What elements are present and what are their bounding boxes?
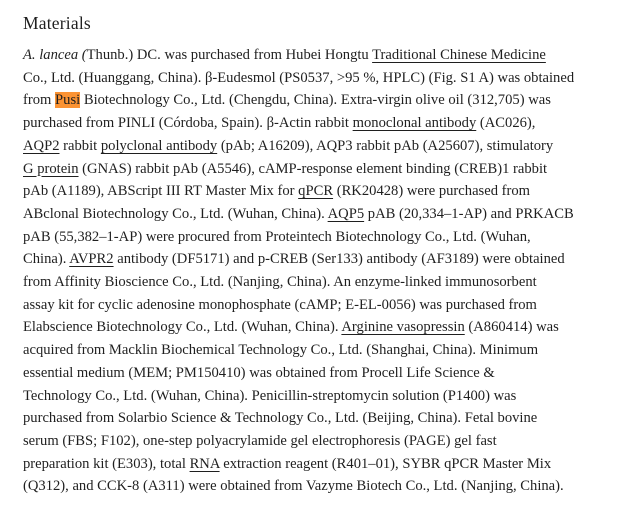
text-line (23, 158, 633, 181)
topic-link[interactable]: G protein (23, 160, 79, 177)
topic-link[interactable]: monoclonal antibody (352, 115, 477, 132)
topic-link[interactable]: AQP5 (327, 205, 365, 222)
text-segment: extraction reagent (R401–01), SYBR qPCR Master Mix (219, 455, 552, 472)
text-segment: preparation kit (E303), total (23, 455, 190, 472)
text-line (23, 407, 633, 430)
text-segment: (pAb; A16209), AQP3 rabbit pAb (A25607), stimulatory (217, 137, 554, 154)
text-line (23, 44, 633, 67)
text-line (23, 67, 633, 90)
text-segment: purchased from Solarbio Science & Technology Co., Ltd. (Beijing, China). Fetal bovine (23, 410, 538, 427)
species-name: A. lancea ( (23, 47, 87, 63)
text-line (23, 362, 633, 385)
text-segment: (Q312), and CCK-8 (A311) were obtained from Vazyme Biotech Co., Ltd. (Nanjing, China). (23, 478, 564, 495)
text-line (23, 475, 633, 498)
topic-link[interactable]: Traditional Chinese Medicine (372, 47, 546, 63)
text-segment: China). (23, 251, 70, 268)
text-segment: Thunb.) DC. was purchased from Hubei Hongtu (86, 47, 373, 63)
topic-link[interactable]: qPCR (298, 183, 334, 200)
text-line (23, 135, 633, 158)
text-line (23, 248, 633, 271)
topic-link[interactable]: AQP2 (23, 137, 60, 154)
text-segment: ABclonal Biotechnology Co., Ltd. (Wuhan, China). (23, 205, 328, 222)
topic-link[interactable]: Arginine vasopressin (341, 319, 465, 336)
text-segment: Co., Ltd. (Huanggang, China). β-Eudesmol (PS0537, >95 %, HPLC) (Fig. S1 A) was obtained (23, 69, 575, 86)
text-segment: rabbit (59, 137, 101, 154)
topic-link[interactable]: polyclonal antibody (100, 137, 218, 154)
materials-paragraph (23, 44, 633, 498)
text-segment: Technology Co., Ltd. (Wuhan, China). Penicillin-streptomycin solution (P1400) was (23, 387, 517, 404)
section-heading: Materials (23, 13, 91, 33)
topic-link[interactable]: RNA (189, 455, 220, 472)
text-segment: purchased from PINLI (Córdoba, Spain). β-Actin rabbit (23, 115, 353, 132)
text-line (23, 89, 633, 112)
text-line (23, 294, 633, 317)
text-line (23, 339, 633, 362)
text-segment: Elabscience Biotechnology Co., Ltd. (Wuhan, China). (23, 319, 342, 336)
text-segment: (A860414) was (464, 319, 559, 336)
text-line (23, 453, 633, 476)
text-line (23, 112, 633, 135)
text-segment: from (23, 92, 56, 109)
materials-section (23, 13, 633, 498)
text-segment: (GNAS) rabbit pAb (A5546), cAMP-response element binding (CREB)1 rabbit (78, 160, 548, 177)
text-line (23, 271, 633, 294)
text-segment: serum (FBS; F102), one-step polyacrylamide gel electrophoresis (PAGE) gel fast (23, 432, 497, 449)
text-segment: (RK20428) were purchased from (333, 183, 531, 200)
text-segment: antibody (DF5171) and p-CREB (Ser133) antibody (AF3189) were obtained (113, 251, 565, 268)
text-segment: (AC026), (476, 115, 536, 132)
text-segment: from Affinity Bioscience Co., Ltd. (Nanjing, China). An enzyme-linked immunosorbent (23, 274, 537, 291)
text-segment: essential medium (MEM; PM150410) was obtained from Procell Life Science & (23, 364, 495, 381)
text-line (23, 203, 633, 226)
text-segment: pAB (20,334–1-AP) and PRKACB (364, 205, 574, 222)
text-segment: acquired from Macklin Biochemical Technology Co., Ltd. (Shanghai, China). Minimum (23, 342, 539, 359)
text-line (23, 226, 633, 249)
topic-link[interactable]: AVPR2 (69, 251, 114, 268)
text-segment: pAb (A1189), ABScript III RT Master Mix for (23, 183, 299, 200)
text-segment: pAB (55,382–1-AP) were procured from Proteintech Biotechnology Co., Ltd. (Wuhan, (23, 228, 531, 245)
text-line (23, 385, 633, 408)
text-line (23, 430, 633, 453)
text-segment: assay kit for cyclic adenosine monophosphate (cAMP; E-EL-0056) was purchased from (23, 296, 537, 313)
search-highlight: Pusi (55, 92, 81, 109)
text-line (23, 316, 633, 339)
text-segment: Biotechnology Co., Ltd. (Chengdu, China). Extra-virgin olive oil (312,705) was (80, 92, 551, 109)
text-line (23, 180, 633, 203)
